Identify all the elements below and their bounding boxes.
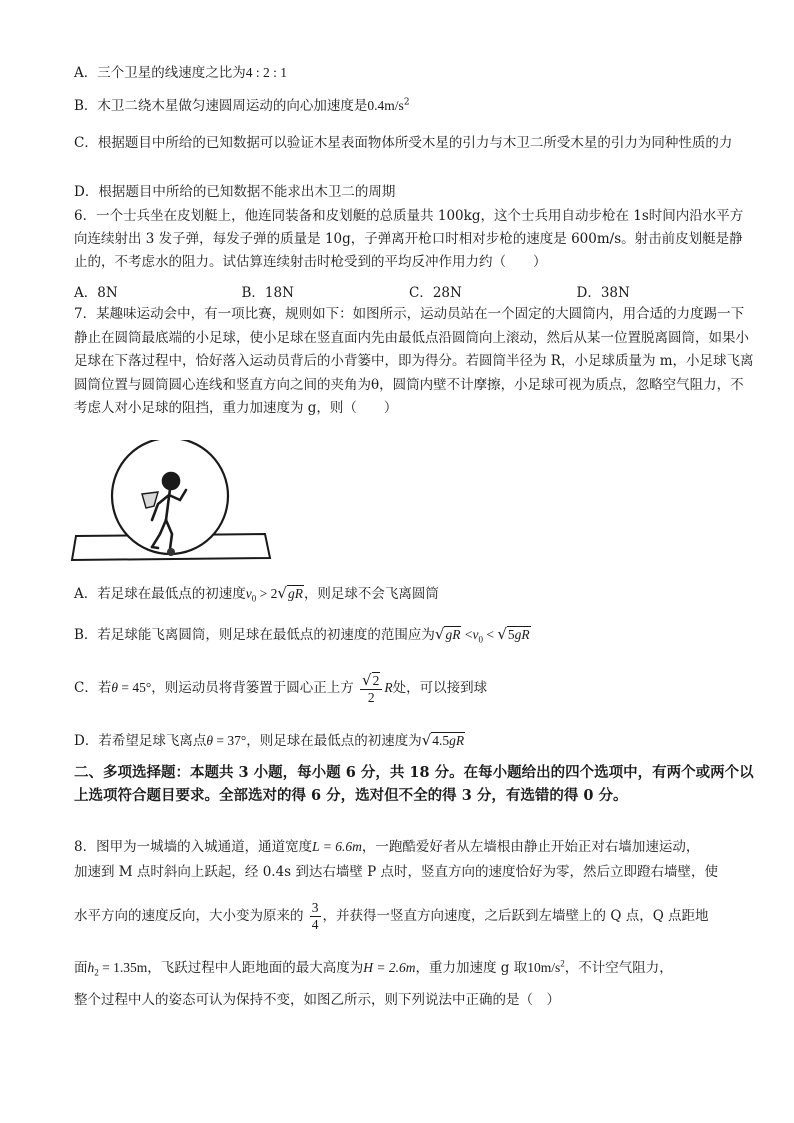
q6-option-c: C．28N (409, 285, 462, 301)
q5-option-d: D．根据题目中所给的已知数据不能求出木卫二的周期 (74, 184, 396, 200)
q6-option-d: D．38N (576, 285, 630, 301)
q7-stem: 7．某趣味运动会中，有一项比赛，规则如下：如图所示，运动员站在一个固定的大圆筒内，用合适的力度踢一下静止在圆筒最底端的小足球，使小足球在竖直面内先由最低点沿圆筒向上滚动，然后从某一位置脱离圆筒，如果小足球在下落过程中，恰好落入运动员背后的小背篓中，即为得分。若圆筒半径为 R，小足球质量为 m，小足球飞离圆筒位置与圆筒圆心连线和竖直方向之间的夹角为θ，圆筒内壁不计摩擦，小足球可视为质点，忽略空气阻力，不考虑人对小足球的阻挡，重力加速度为 g，则（ ） (74, 306, 754, 416)
fraction-sqrt2-over-2: $\frac{√2}{2}$ (360, 672, 382, 706)
q5-option-c: C．根据题目中所给的已知数据可以验证木星表面物体所受木星的引力与木卫二所受木星的引力为同种性质的力 (74, 135, 733, 151)
fraction-three-quarters: $\frac{3}{4}$ (311, 900, 319, 932)
q7-option-d: D．若希望足球飞离点θ = 37°，则足球在最低点的初速度为√4.5gR (74, 731, 465, 749)
q8-line4: 面$h_2 = 1.35m$，飞跃过程中人距地面的最大高度为H = 2.6m，重力加速度 g 取$10m/s^2$，不计空气阻力， (74, 958, 673, 978)
q7-option-a: A．若足球在最低点的初速度$v_0 > 2√gR$，则足球不会飞离圆筒 (74, 584, 439, 604)
q6-option-b: B．18N (241, 285, 294, 301)
q7-figure-cylinder (68, 440, 273, 565)
q6-option-a: A．8N (74, 285, 118, 301)
q8-line1: 8．图甲为一城墙的入城通道，通道宽度L = 6.6m，一跑酷爱好者从左墙根由静止开始正对右墙加速运动， (74, 839, 700, 855)
q8-line3: 水平方向的速度反向，大小变为原来的 $\frac{3}{4}$ ，并获得一竖直方向速度，之后跃到左墙壁上的 Q 点，Q 点距地 (74, 900, 709, 932)
section2-heading: 二、多项选择题：本题共 3 小题，每小题 6 分，共 18 分。在每小题给出的四个选项中，有两个或两个以上选项符合题目要求。全部选对的得 6 分，选对但不全的得 3 分，有选错的得 0 分。 (74, 764, 754, 804)
q8-line2: 加速到 M 点时斜向上跃起，经 0.4s 到达右墙壁 P 点时，竖直方向的速度恰好为零，然后立即蹬右墙壁，使 (74, 864, 719, 880)
q7-option-b: B．若足球能飞离圆筒，则足球在最低点的初速度的范围应为$√gR <v_0 < √5gR$ (74, 625, 530, 645)
q7-option-c: C．若θ = 45°，则运动员将背篓置于圆心正上方 $\frac{√2}{2}$ R处，可以接到球 (74, 670, 488, 705)
q6-options (74, 281, 744, 301)
q5-option-a: A．三个卫星的线速度之比为4 : 2 : 1 (74, 65, 288, 81)
small-football (167, 548, 175, 556)
q8-line5: 整个过程中人的姿态可认为保持不变，如图乙所示，则下列说法中正确的是（ ） (74, 992, 560, 1008)
q6-stem: 6．一个士兵坐在皮划艇上，他连同装备和皮划艇的总质量共 100kg，这个士兵用自动步枪在 1s时间内沿水平方向连续射出 3 发子弹，每发子弹的质量是 10g，子弹离开枪口时相对步枪的速度是 600m/s。射击前皮划艇是静止的，不考虑水的阻力。试估算连续射击时枪受到的平均反冲作用力约（ ） (74, 208, 744, 270)
q5-option-b: B．木卫二绕木星做匀速圆周运动的向心加速度是$0.4m/s^2$ (74, 97, 410, 114)
